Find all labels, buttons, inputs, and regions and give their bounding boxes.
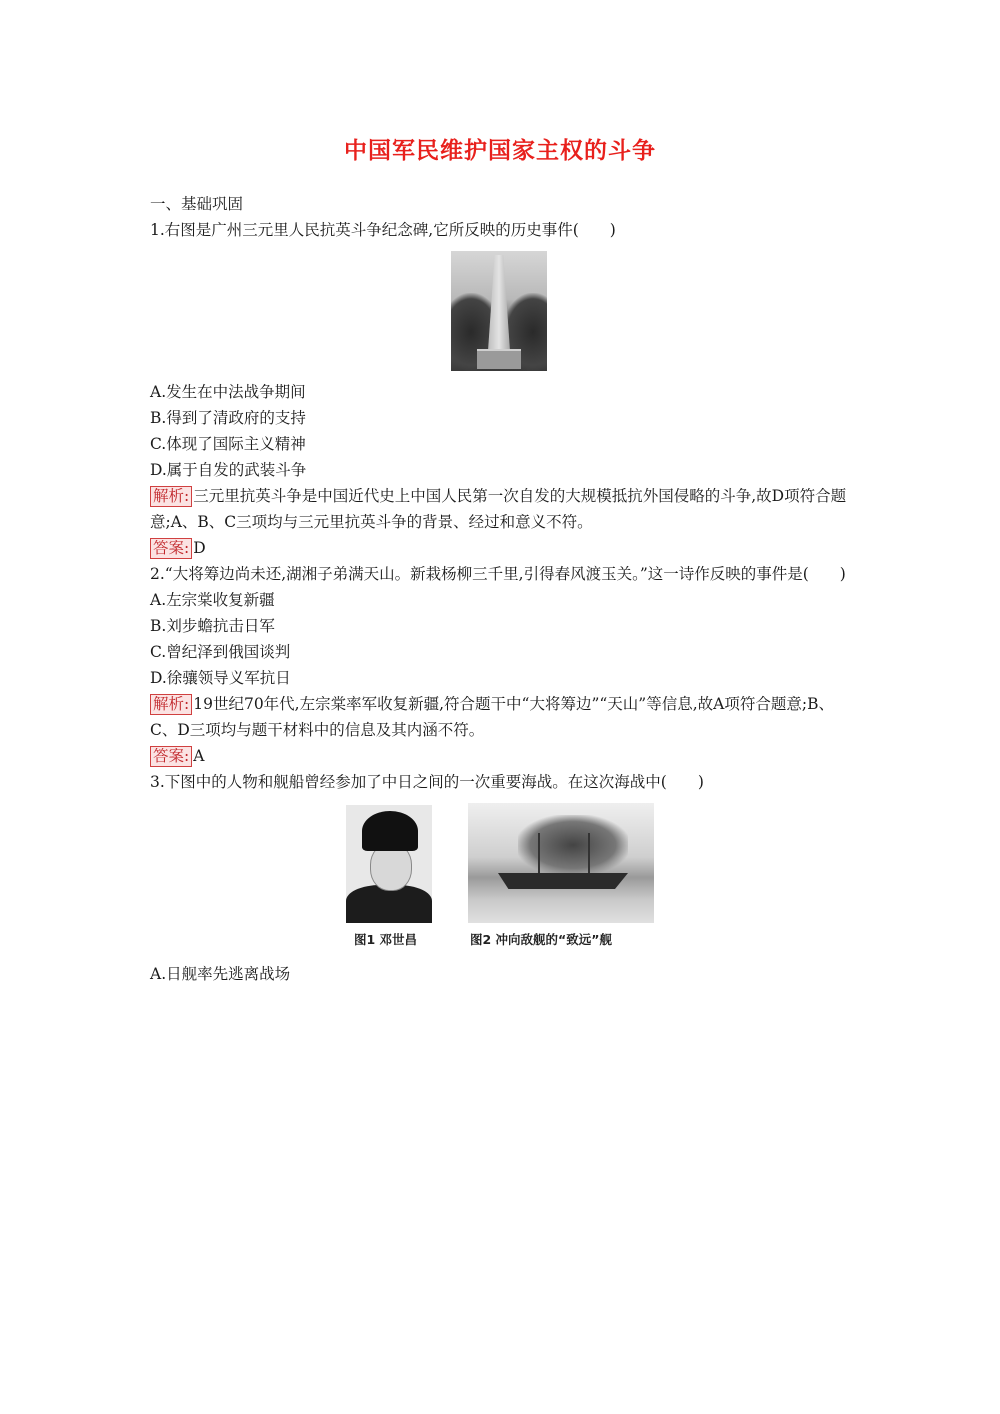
mast-shape — [588, 833, 590, 875]
question-1-option-a: A.发生在中法战争期间 — [150, 383, 306, 401]
answer-tag: 答案: — [150, 538, 192, 559]
monument-base — [477, 349, 521, 369]
question-1-stem: 1.右图是广州三元里人民抗英斗争纪念碑,它所反映的历史事件( ) — [150, 221, 616, 239]
monument-photo — [451, 251, 547, 371]
analysis-tag: 解析: — [150, 486, 192, 507]
question-1-option-b: B.得到了清政府的支持 — [150, 409, 306, 427]
question-3-option-a: A.日舰率先逃离战场 — [150, 965, 291, 983]
question-2-answer — [150, 743, 850, 769]
question-2-option-b: B.刘步蟾抗击日军 — [150, 617, 275, 635]
document-body — [150, 191, 850, 987]
question-1-option-d: D.属于自发的武装斗争 — [150, 461, 307, 479]
warship-illustration — [468, 803, 654, 923]
question-2-option-c: C.曾纪泽到俄国谈判 — [150, 643, 291, 661]
question-1-analysis — [150, 483, 850, 535]
question-2-stem: 2.“大将筹边尚未还,湖湘子弟满天山。新栽杨柳三千里,引得春风渡玉关。”这一诗作反映的事件是( ) — [150, 565, 846, 583]
figure-2-caption: 图2 冲向敌舰的“致远”舰 — [470, 932, 612, 947]
answer-tag: 答案: — [150, 746, 192, 767]
analysis-text: 19世纪70年代,左宗棠率军收复新疆,符合题干中“大将筹边”“天山”等信息,故A项符合题意;B、C、D三项均与题干材料中的信息及其内涵不符。 — [150, 695, 834, 739]
mast-shape — [538, 833, 540, 875]
portrait-photo — [346, 805, 432, 923]
page-title: 中国军民维护国家主权的斗争 — [344, 137, 656, 164]
question-3-stem: 3.下图中的人物和舰船曾经参加了中日之间的一次重要海战。在这次海战中( ) — [150, 773, 704, 791]
answer-text: D — [193, 539, 206, 557]
answer-text: A — [193, 747, 205, 765]
question-2-option-d: D.徐骧领导义军抗日 — [150, 669, 291, 687]
analysis-text: 三元里抗英斗争是中国近代史上中国人民第一次自发的大规模抵抗外国侵略的斗争,故D项符合题意;A、B、C三项均与三元里抗英斗争的背景、经过和意义不符。 — [150, 487, 847, 531]
question-2-option-a: A.左宗棠收复新疆 — [150, 591, 275, 609]
question-1-option-c: C.体现了国际主义精神 — [150, 435, 306, 453]
figure-1-caption: 图1 邓世昌 — [354, 932, 418, 947]
question-3-figures — [150, 803, 850, 953]
question-2-analysis — [150, 691, 850, 743]
section-heading: 一、基础巩固 — [150, 195, 244, 213]
analysis-tag: 解析: — [150, 694, 192, 715]
smoke-shape — [518, 815, 628, 875]
question-1-answer — [150, 535, 850, 561]
portrait-hat — [362, 811, 418, 851]
hull-shape — [498, 873, 628, 889]
